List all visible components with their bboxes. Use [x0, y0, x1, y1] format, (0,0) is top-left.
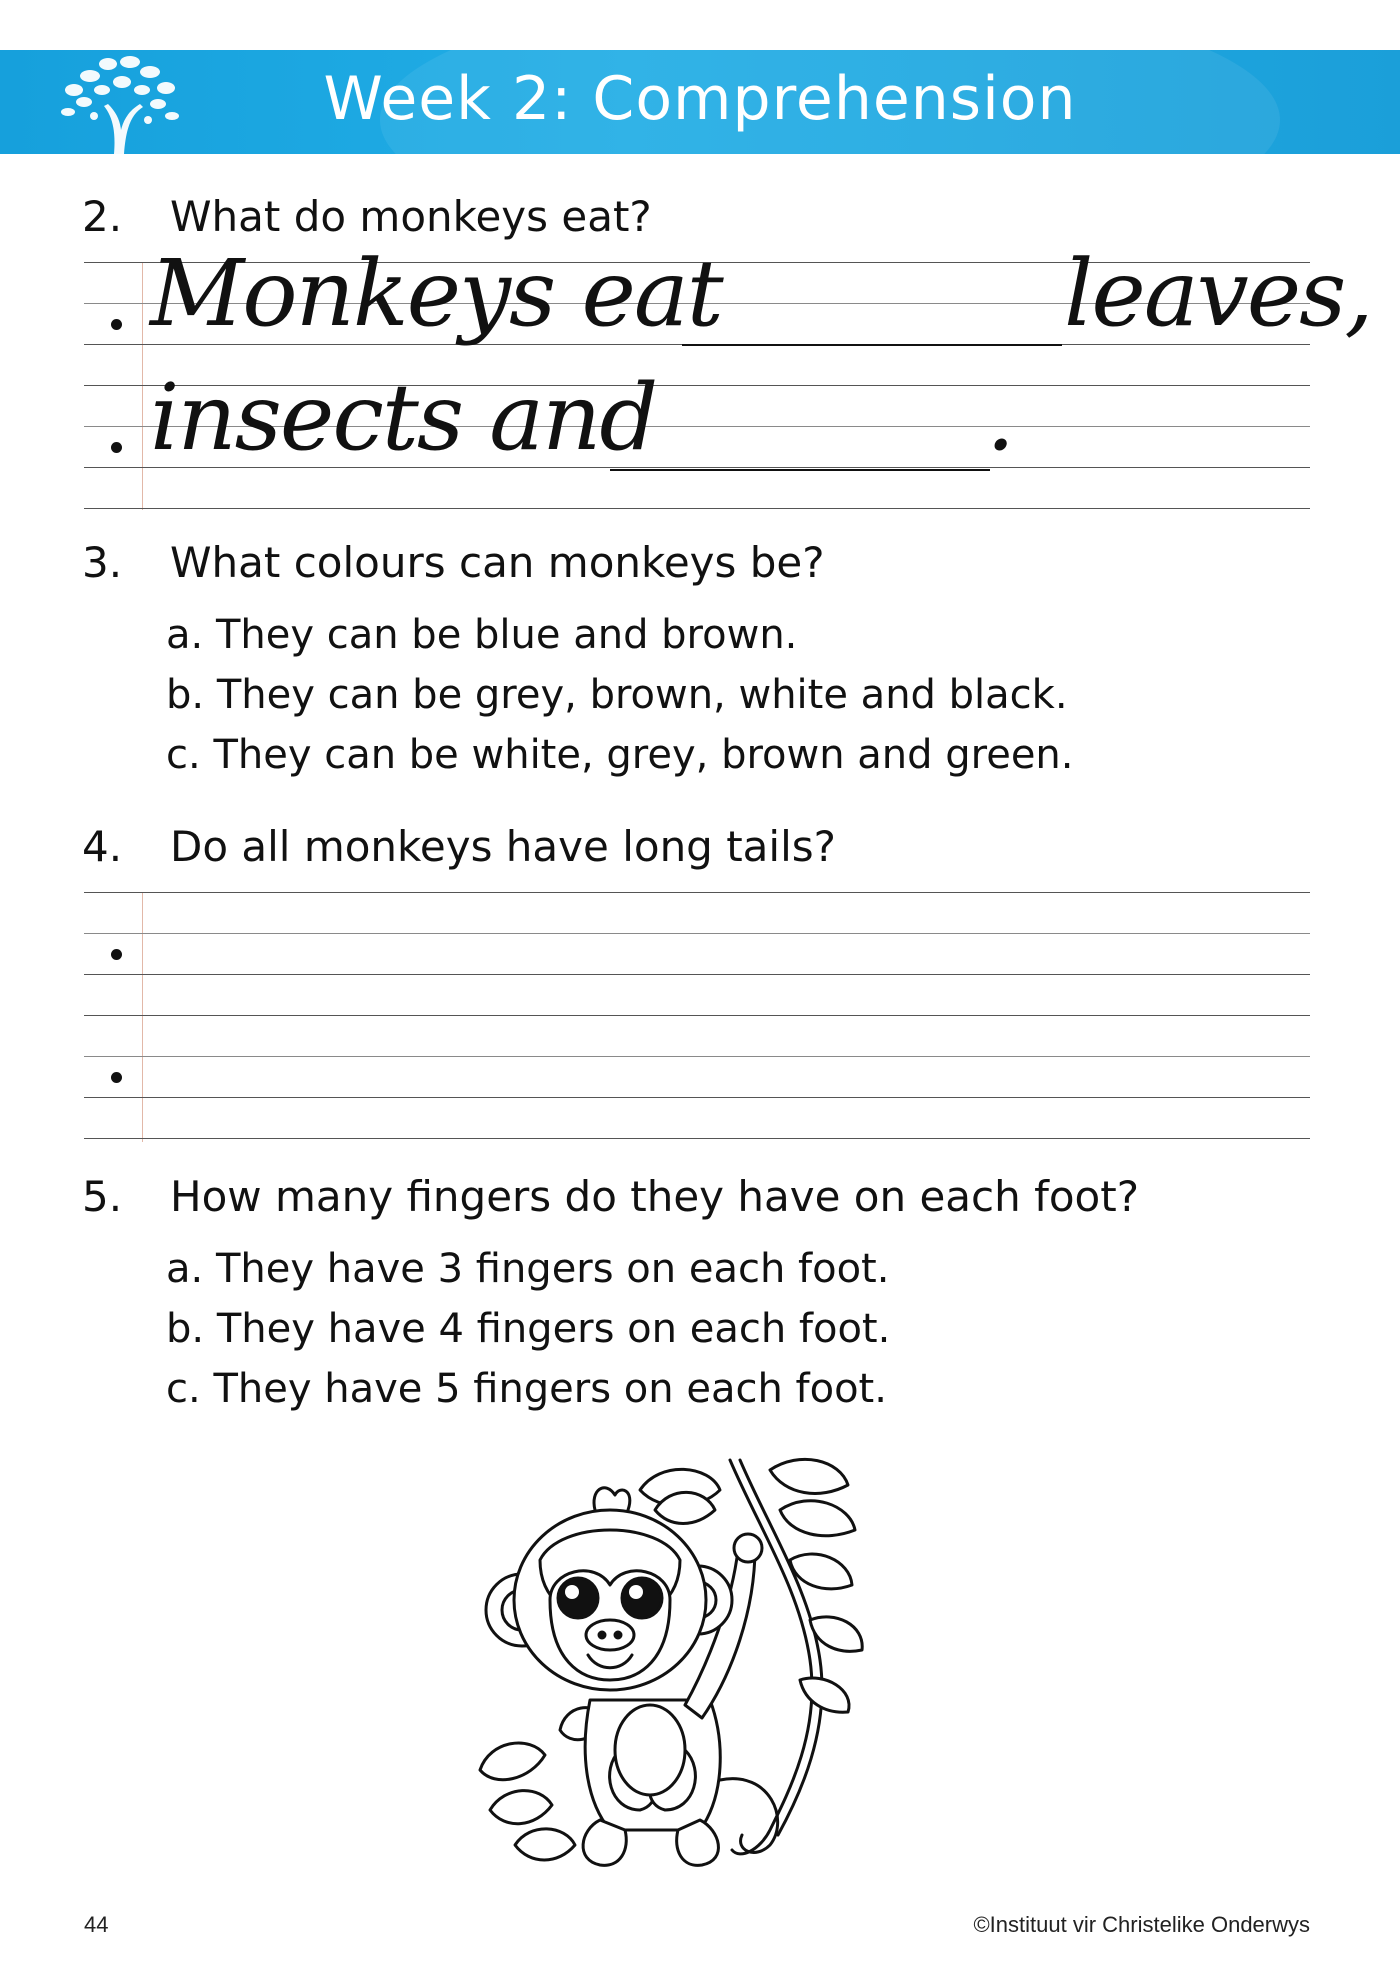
answer-text-line-1-end: leaves,: [1064, 240, 1372, 347]
option-text: They have 3 fingers on each foot.: [215, 1246, 890, 1292]
question-text: What colours can monkeys be?: [170, 538, 825, 587]
page-title: Week 2: Comprehension: [323, 64, 1077, 134]
bullet: [111, 319, 122, 330]
question-4: [82, 822, 836, 871]
margin-line: [142, 262, 143, 510]
option-text: They have 4 fingers on each foot.: [216, 1306, 891, 1352]
question-text: What do monkeys eat?: [170, 192, 652, 241]
question-3: [82, 538, 825, 587]
rule-line: [84, 1138, 1310, 1139]
answer-blank-2[interactable]: [610, 469, 990, 471]
option-c[interactable]: [166, 732, 1074, 778]
rule-line: [84, 933, 1310, 934]
question-number: 3.: [82, 538, 123, 587]
writing-lines-q4[interactable]: [84, 892, 1310, 1142]
option-b[interactable]: [166, 1306, 890, 1352]
question-number: 4.: [82, 822, 123, 871]
option-text: They have 5 fingers on each foot.: [213, 1366, 887, 1412]
bullet: [111, 442, 122, 453]
rule-line: [84, 1056, 1310, 1057]
question-number: 2.: [82, 192, 123, 241]
margin-line: [142, 892, 143, 1142]
question-number: 5.: [82, 1172, 123, 1221]
option-letter: b.: [166, 1306, 205, 1352]
header-banner: [0, 50, 1400, 154]
rule-line: [84, 1097, 1310, 1098]
option-a[interactable]: [166, 612, 797, 658]
option-letter: a.: [166, 612, 204, 658]
option-text: They can be white, grey, brown and green.: [213, 732, 1074, 778]
option-letter: a.: [166, 1246, 204, 1292]
page-number: 44: [84, 1912, 109, 1937]
question-text: Do all monkeys have long tails?: [170, 822, 836, 871]
answer-blank-1[interactable]: [682, 344, 1062, 346]
answer-text-line-2: insects and: [150, 364, 657, 471]
option-text: They can be grey, brown, white and black.: [216, 672, 1068, 718]
option-letter: b.: [166, 672, 205, 718]
answer-text-line-1: Monkeys eat: [150, 240, 722, 347]
option-letter: c.: [166, 732, 201, 778]
answer-text-line-2-end: .: [986, 364, 1014, 471]
rule-line: [84, 1015, 1310, 1016]
copyright-text: ©Instituut vir Christelike Onderwys: [973, 1912, 1310, 1937]
option-text: They can be blue and brown.: [215, 612, 798, 658]
rule-line: [84, 508, 1310, 509]
option-b[interactable]: [166, 672, 1068, 718]
bullet: [111, 1072, 122, 1083]
option-letter: c.: [166, 1366, 201, 1412]
question-5: [82, 1172, 1139, 1221]
question-2: [82, 192, 652, 241]
bullet: [111, 949, 122, 960]
option-c[interactable]: [166, 1366, 887, 1412]
option-a[interactable]: [166, 1246, 889, 1292]
monkey-illustration: [470, 1450, 910, 1880]
rule-line: [84, 974, 1310, 975]
question-text: How many fingers do they have on each foot?: [170, 1172, 1140, 1221]
rule-line: [84, 892, 1310, 893]
